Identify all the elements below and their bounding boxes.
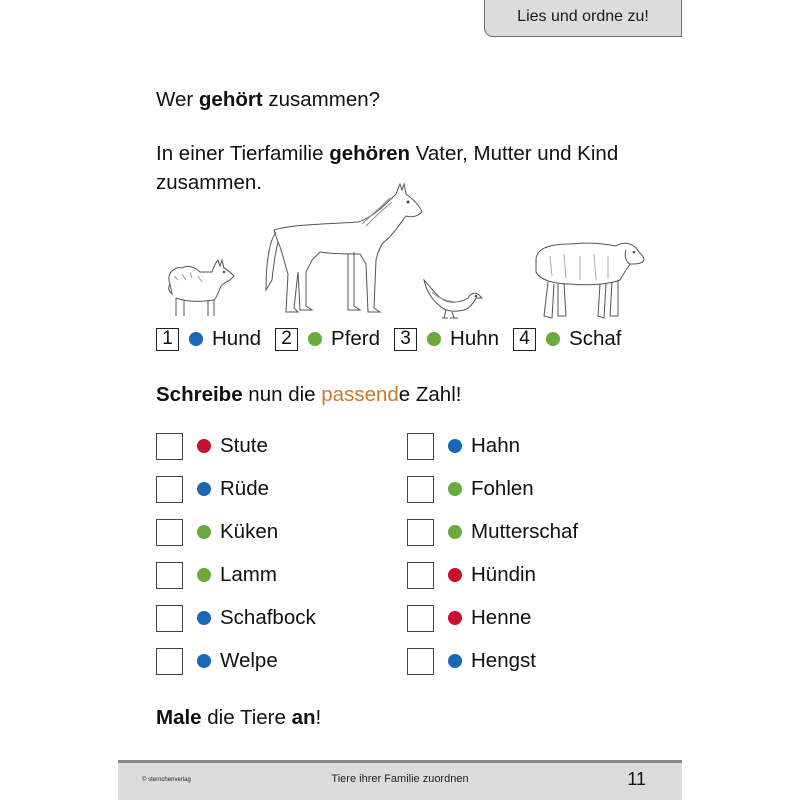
task-label: Henne bbox=[471, 606, 532, 629]
number-box: 3 bbox=[394, 328, 417, 351]
legend-label: Pferd bbox=[331, 327, 381, 350]
task-label: Welpe bbox=[220, 649, 278, 672]
statement-post: Vater, Mutter und Kind bbox=[410, 142, 619, 165]
green-dot-icon bbox=[197, 525, 211, 539]
task-label: Mutterschaf bbox=[471, 520, 579, 543]
legend-label: Schaf bbox=[569, 327, 622, 350]
task-label: Fohlen bbox=[471, 477, 534, 500]
answer-box[interactable] bbox=[407, 476, 434, 503]
animal-legend bbox=[156, 327, 635, 351]
task-fohlen bbox=[407, 475, 657, 503]
task-ruede bbox=[156, 475, 407, 503]
horse-illustration-icon bbox=[262, 180, 424, 318]
blue-dot-icon bbox=[448, 654, 462, 668]
task-hahn bbox=[407, 432, 657, 460]
green-dot-icon bbox=[448, 482, 462, 496]
closing-bold-1: Male bbox=[156, 706, 202, 729]
red-dot-icon bbox=[448, 568, 462, 582]
header-tab-label: Lies und ordne zu! bbox=[517, 8, 649, 25]
answer-box[interactable] bbox=[156, 519, 183, 546]
legend-label: Hund bbox=[212, 327, 262, 350]
answer-box[interactable] bbox=[156, 648, 183, 675]
page-number: 11 bbox=[627, 769, 646, 789]
blue-dot-icon bbox=[197, 482, 211, 496]
green-dot-icon bbox=[546, 332, 560, 346]
task-label: Rüde bbox=[220, 477, 270, 500]
blue-dot-icon bbox=[448, 439, 462, 453]
legend-label: Huhn bbox=[450, 327, 500, 350]
footer-copyright: © sternchenverlag bbox=[142, 777, 191, 783]
task-label: Lamm bbox=[220, 563, 277, 586]
task-schafbock bbox=[156, 604, 407, 632]
legend-item-huhn bbox=[394, 327, 499, 351]
red-dot-icon bbox=[448, 611, 462, 625]
answer-box[interactable] bbox=[156, 433, 183, 460]
red-dot-icon bbox=[197, 439, 211, 453]
header-tab bbox=[484, 0, 682, 37]
blue-dot-icon bbox=[189, 332, 203, 346]
blue-dot-icon bbox=[197, 654, 211, 668]
question-pre: Wer bbox=[156, 88, 199, 111]
closing-instruction bbox=[156, 706, 321, 730]
instruction-post: e Zahl! bbox=[398, 383, 462, 406]
sheep-illustration-icon bbox=[530, 240, 646, 320]
number-box: 4 bbox=[513, 328, 536, 351]
chicken-illustration-icon bbox=[422, 278, 484, 320]
dog-illustration-icon bbox=[162, 254, 238, 320]
green-dot-icon bbox=[427, 332, 441, 346]
closing-bold-2: an bbox=[291, 706, 316, 729]
statement-line-1 bbox=[156, 142, 618, 166]
answer-box[interactable] bbox=[407, 519, 434, 546]
statement-pre: In einer Tierfamilie bbox=[156, 142, 330, 165]
statement-bold: gehören bbox=[329, 142, 411, 165]
blue-dot-icon bbox=[197, 611, 211, 625]
task-henne bbox=[407, 604, 657, 632]
instruction-mid: nun die bbox=[242, 383, 322, 406]
legend-item-pferd bbox=[275, 327, 380, 351]
answer-box[interactable] bbox=[407, 433, 434, 460]
statement-line-2: zusammen. bbox=[156, 171, 262, 194]
closing-mid: die Tiere bbox=[201, 706, 292, 729]
task-label: Schafbock bbox=[220, 606, 316, 629]
legend-item-hund bbox=[156, 327, 261, 351]
task-label: Hengst bbox=[471, 649, 536, 672]
animal-illustrations bbox=[150, 180, 670, 320]
closing-post: ! bbox=[315, 706, 322, 729]
task-label: Hahn bbox=[471, 434, 521, 457]
instruction-heading bbox=[156, 383, 461, 407]
task-kueken bbox=[156, 518, 407, 546]
task-lamm bbox=[156, 561, 407, 589]
answer-box[interactable] bbox=[407, 562, 434, 589]
instruction-highlight: passend bbox=[321, 383, 399, 406]
green-dot-icon bbox=[448, 525, 462, 539]
footer-title: Tiere ihrer Familie zuordnen bbox=[331, 773, 469, 785]
task-huendin bbox=[407, 561, 657, 589]
answer-box[interactable] bbox=[156, 562, 183, 589]
green-dot-icon bbox=[308, 332, 322, 346]
number-box: 1 bbox=[156, 328, 179, 351]
task-label: Hündin bbox=[471, 563, 536, 586]
question-bold: gehört bbox=[198, 88, 263, 111]
question-post: zusammen? bbox=[262, 88, 381, 111]
task-label: Stute bbox=[220, 434, 268, 457]
answer-grid bbox=[156, 432, 676, 675]
task-label: Küken bbox=[220, 520, 279, 543]
task-welpe bbox=[156, 647, 407, 675]
legend-item-schaf bbox=[513, 327, 621, 351]
answer-box[interactable] bbox=[156, 476, 183, 503]
task-hengst bbox=[407, 647, 657, 675]
number-box: 2 bbox=[275, 328, 298, 351]
answer-box[interactable] bbox=[156, 605, 183, 632]
task-stute bbox=[156, 432, 407, 460]
task-mutterschaf bbox=[407, 518, 657, 546]
page-footer bbox=[118, 760, 682, 800]
question-heading bbox=[156, 88, 380, 112]
answer-box[interactable] bbox=[407, 605, 434, 632]
instruction-bold: Schreibe bbox=[156, 383, 243, 406]
green-dot-icon bbox=[197, 568, 211, 582]
answer-box[interactable] bbox=[407, 648, 434, 675]
